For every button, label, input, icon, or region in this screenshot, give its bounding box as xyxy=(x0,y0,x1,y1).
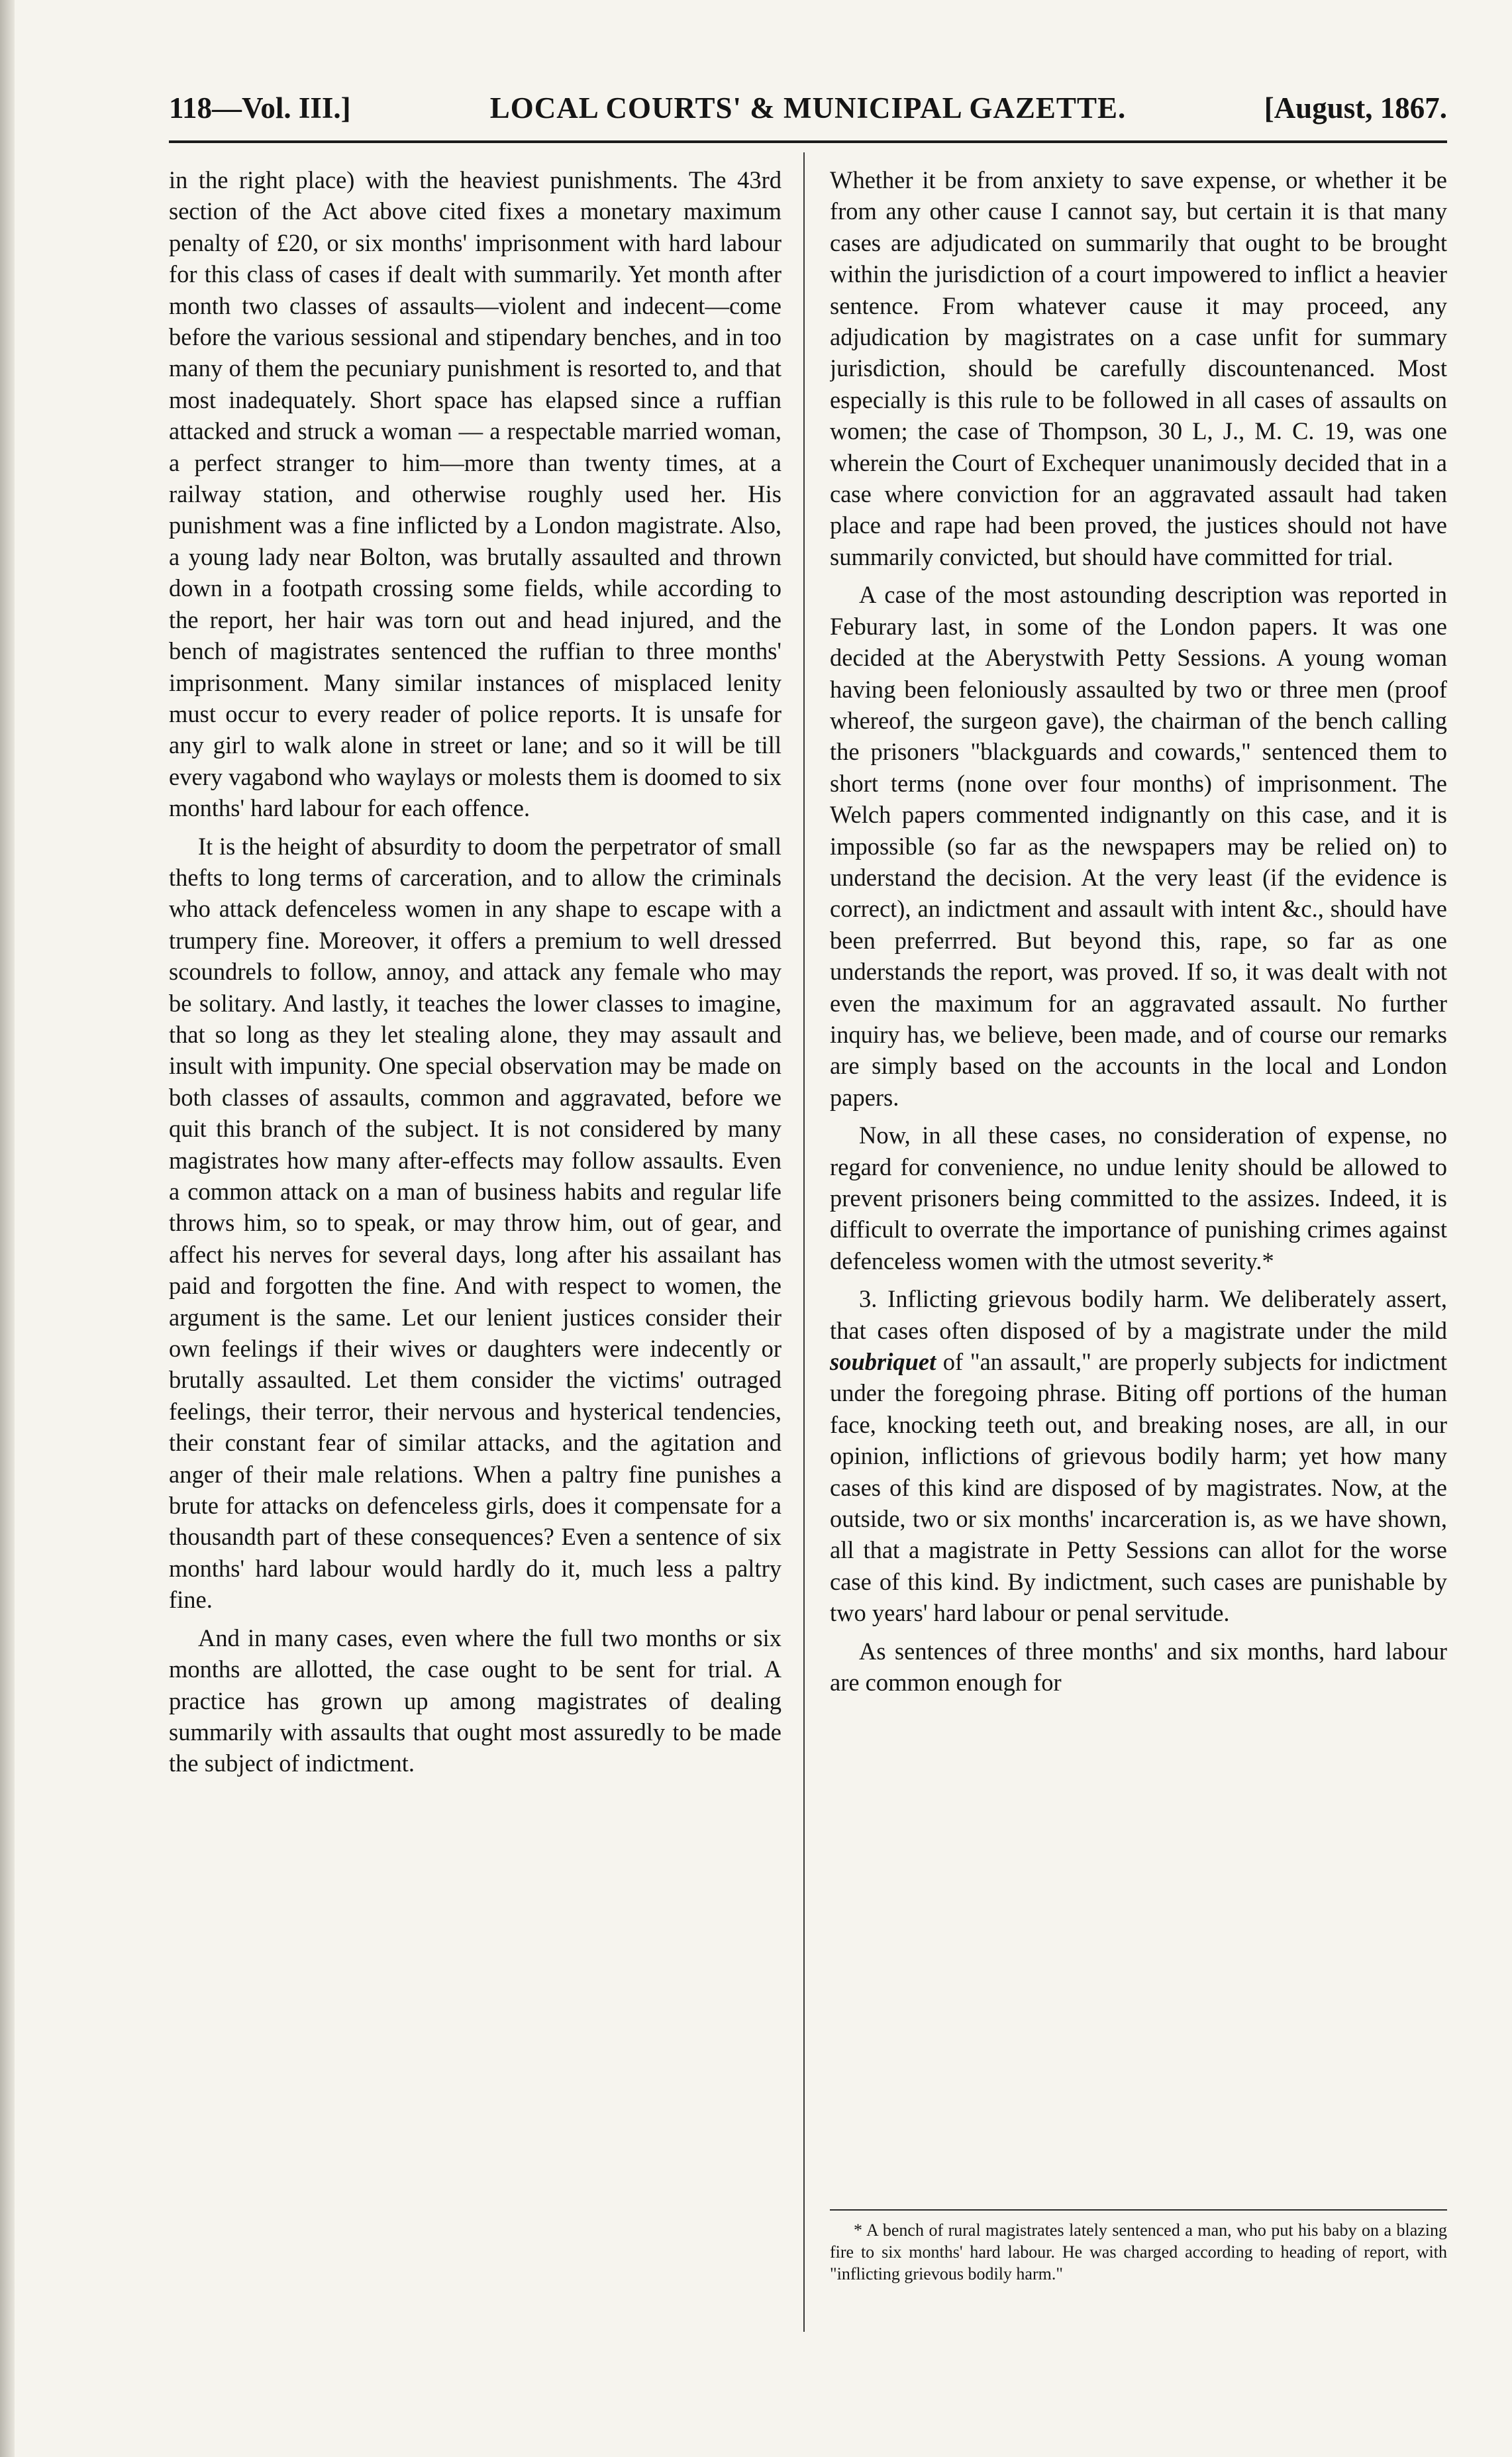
issue-date: [August, 1867. xyxy=(1264,91,1447,125)
right-paragraph-3: Now, in all these cases, no consideration of expense, no regard for convenience, no undue lenity should be allowed to prevent prisoners being committed to the assizes. Indeed, it is difficult to overrate the importance of punishing crimes against defenceless women with the utmost severity.* xyxy=(830,1122,1447,1275)
right-column xyxy=(830,164,1447,2325)
left-paragraph-2: It is the height of absurdity to doom the perpetrator of small thefts to long terms of carceration, and to allow the criminals who attack defenceless women in any shape to escape with a trumpery fine. Moreover, it offers a premium to well dressed scoundrels to follow, annoy, and attack any female who may be solitary. And lastly, it teaches the lower classes to imagine, that so long as they let stealing alone, they may assault and insult with impunity. One special observation may be made on both classes of assaults, common and aggravated, before we quit this branch of the subject. It is not considered by many magistrates how many after-effects may follow assaults. Even a common attack on a man of business habits and regular life throws him, so to speak, or may throw him, out of gear, and affect his nerves for several days, long after his assailant has paid and forgotten the fine. And with respect to women, the argument is the same. Let our lenient justices consider their own feelings if their wives or daughters were indecently or brutally assaulted. Let them consider the victims' outraged feelings, their terror, their nervous and hysterical tendencies, their constant fear of similar attacks, and the agitation and anger of their male relations. When a paltry fine punishes a brute for attacks on defenceless girls, does it compensate for a thousandth part of these consequences? Even a sentence of six months' hard labour would hardly do it, much less a paltry fine. xyxy=(169,832,781,1614)
left-column xyxy=(169,164,781,2325)
left-paragraph-1: in the right place) with the heaviest punishments. The 43rd section of the Act above cited fixes a monetary maximum penalty of £20, or six months' imprisonment with hard labour for this class of cases if dealt with summarily. Yet month after month two classes of assaults—violent and indecent—come before the various sessional and stipendary benches, and in too many of them the pecuniary punishment is resorted to, and that most inadequately. Short space has elapsed since a ruffian attacked and struck a woman — a respectable married woman, a perfect stranger to him—more than twenty times, at a railway station, and otherwise roughly used her. His punishment was a fine inflicted by a London magistrate. Also, a young lady near Bolton, was brutally assaulted and thrown down in a footpath crossing some fields, while according to the report, her hair was torn out and head injured, and the bench of magistrates sentenced the ruffian to three months' imprisonment. Many similar instances of misplaced lenity must occur to every reader of police reports. It is unsafe for any girl to walk alone in street or lane; and so it will be till every vagabond who waylays or molests them is doomed to six months' hard labour for each offence. xyxy=(169,166,781,822)
journal-title: LOCAL COURTS' & MUNICIPAL GAZETTE. xyxy=(489,91,1127,125)
right-paragraph-1: Whether it be from anxiety to save expense, or whether it be from any other cause I cannot say, but certain it is that many cases are adjudicated on summarily that ought to be brought within the jurisdiction of a court impowered to inflict a heavier sentence. From whatever cause it may proceed, any adjudication by magistrates on a case unfit for summary jurisdiction, should be carefully discountenanced. Most especially is this rule to be followed in all cases of assaults on women; the case of Thompson, 30 L, J., M. C. 19, was one wherein the Court of Exchequer unanimously decided that in a case where conviction for an aggravated assault had taken place and rape had been proved, the justices should not have summarily convicted, but should have committed for trial. xyxy=(830,166,1447,570)
soubriquet-word: soubriquet xyxy=(830,1348,936,1376)
footnote-text: * A bench of rural magistrates lately sentenced a man, who put his baby on a blazing fire to six months' hard labour. He was charged according to heading of report, with "inflicting grievous bodily harm." xyxy=(830,2221,1447,2283)
section-3-body: of "an assault," are properly subjects for indictment under the foregoing phrase. Biting off portions of the human face, knocking teeth out, and breaking noses, are all, in our opinion, inflictions of grievous bodily harm; yet how many cases of this kind are disposed of by magistrates. Now, at the outside, two or six months' incarceration is, as we have shown, all that a magistrate in Petty Sessions can allot for the worse case of this kind. By indictment, such cases are punishable by two years' hard labour or penal servitude. xyxy=(830,1348,1447,1627)
right-paragraph-5: As sentences of three months' and six months, hard labour are common enough for xyxy=(830,1637,1447,1697)
page-header xyxy=(169,85,1447,131)
page-volume: 118—Vol. III.] xyxy=(169,91,351,125)
right-paragraph-2: A case of the most astounding description was reported in Feburary last, in some of the London papers. It was one decided at the Aberystwith Petty Sessions. A young woman having been feloniously assaulted by two or three men (proof whereof, the surgeon gave), the chairman of the bench calling the prisoners "blackguards and cowards," sentenced them to short terms (none over four months) of imprisonment. The Welch papers commented indignantly on this case, and it is impossible (so far as the newspapers may be relied on) to understand the decision. At the very least (if the evidence is correct), an indictment and assault with intent &c., should have been preferrred. But beyond this, rape, so far as one understands the report, was proved. If so, it was dealt with not even the maximum for an aggravated assault. No further inquiry has, we believe, been made, and of course our remarks are simply based on the accounts in the local and London papers. xyxy=(830,581,1447,1111)
section-3-intro: 3. Inflicting grievous bodily harm. We deliberately assert, that cases often disposed of by a magistrate under the mild xyxy=(830,1285,1447,1344)
scan-edge xyxy=(0,0,15,2457)
header-rule xyxy=(169,140,1447,143)
column-divider xyxy=(803,152,805,2332)
footnote xyxy=(830,2219,1447,2285)
right-paragraph-4 xyxy=(830,1283,1447,1628)
left-paragraph-3: And in many cases, even where the full two months or six months are allotted, the case ought to be sent for trial. A practice has grown up among magistrates of dealing summarily with assaults that ought most assuredly to be made the subject of indictment. xyxy=(169,1624,781,1777)
footnote-rule xyxy=(830,2209,1447,2211)
